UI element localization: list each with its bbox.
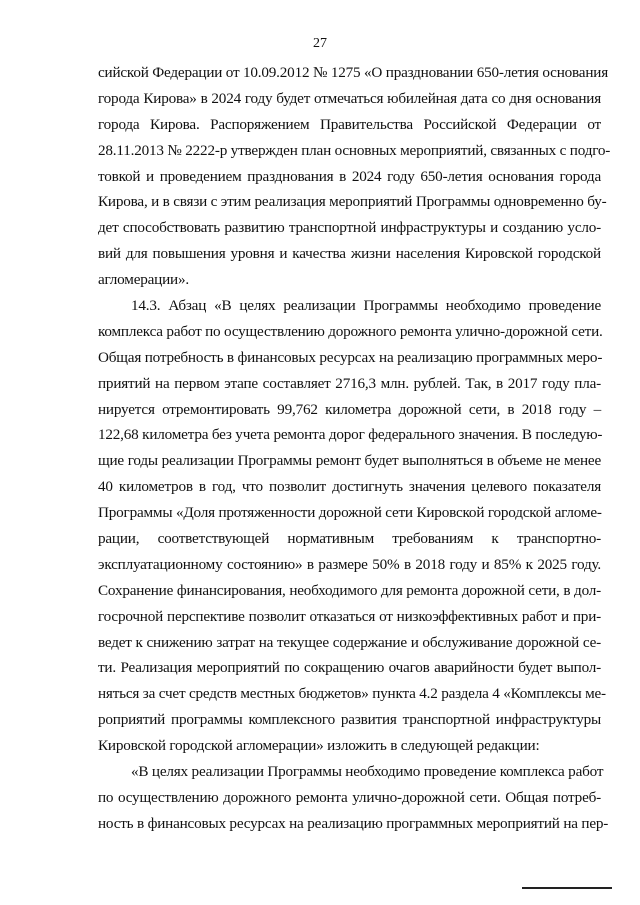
text-line: няться за счет средств местных бюджетов» пункта 4.2 раздела 4 «Комплексы ме- [98,685,606,703]
paragraph-1 [98,60,611,293]
text-line: рации, соответствующей нормативным требованиям к транспортно- [98,530,601,548]
text-line: города Кирова. Распоряжением Правительства Российской Федерации от [98,115,601,133]
text-line: вий для повышения уровня и качества жизни населения Кировской городской [98,245,601,263]
text-line: 122,68 километра без учета ремонта дорог федерального значения. В последую- [98,426,603,444]
text-line: ведет к снижению затрат на текущее содержание и обслуживание дорожной се- [98,633,601,651]
text-line: сийской Федерации от 10.09.2012 № 1275 «О праздновании 650-летия основания [98,64,608,81]
text-line: дет способствовать развитию транспортной инфраструктуры и созданию усло- [98,219,601,237]
text-line: Программы «Доля протяженности дорожной сети Кировской городской агломе- [98,504,602,522]
text-line: 28.11.2013 № 2222-р утвержден план основных мероприятий, связанных с подго- [98,141,611,159]
text-line: Общая потребность в финансовых ресурсах на реализацию программных меро- [98,348,603,366]
text-line: Кирова, и в связи с этим реализация мероприятий Программы одновременно бу- [98,193,607,211]
paragraph-new-wording [98,759,609,837]
page-number: 27 [313,36,327,51]
text-line: эксплуатационному состоянию» в размере 50% в 2018 году и 85% к 2025 году. [98,555,601,573]
text-line: города Кирова» в 2024 году будет отмечаться юбилейная дата со дня основания [98,89,601,107]
text-line: товкой и проведением празднования в 2024 году 650-летия основания города [98,167,601,185]
text-line: приятий на первом этапе составляет 2716,3 млн. рублей. Так, в 2017 году пла- [98,374,601,392]
text-line: агломерации». [98,271,189,289]
text-line: роприятий программы комплексного развития транспортной инфраструктуры [98,711,601,729]
text-line: «В целях реализации Программы необходимо проведение комплекса работ [131,763,604,781]
text-line: Сохранение финансирования, необходимого для ремонта дорожной сети, в дол- [98,581,601,599]
text-line: 40 километров в год, что позволит достигнуть значения целевого показателя [98,478,601,496]
text-line: ность в финансовых ресурсах на реализацию программных мероприятий на пер- [98,814,609,832]
text-line: Кировской городской агломерации» изложить в следующей редакции: [98,737,540,755]
text-line: 14.3. Абзац «В целях реализации Программы необходимо проведение [131,297,601,315]
text-line: щие годы реализации Программы ремонт будет выполняться в объеме не менее [98,452,601,470]
text-line: нируется отремонтировать 99,762 километра дорожной сети, в 2018 году – [98,400,601,418]
text-line: госрочной перспективе позволит отказаться от низкоэффективных работ и при- [98,607,601,625]
text-line: комплекса работ по осуществлению дорожного ремонта улично-дорожной сети. [98,322,603,340]
paragraph-14-3 [98,293,606,759]
text-line: по осуществлению дорожного ремонта улично-дорожной сети. Общая потреб- [98,788,601,806]
text-line: ти. Реализация мероприятий по сокращению очагов аварийности будет выпол- [98,659,601,677]
footer-rule [522,887,612,889]
document-body [98,60,611,837]
